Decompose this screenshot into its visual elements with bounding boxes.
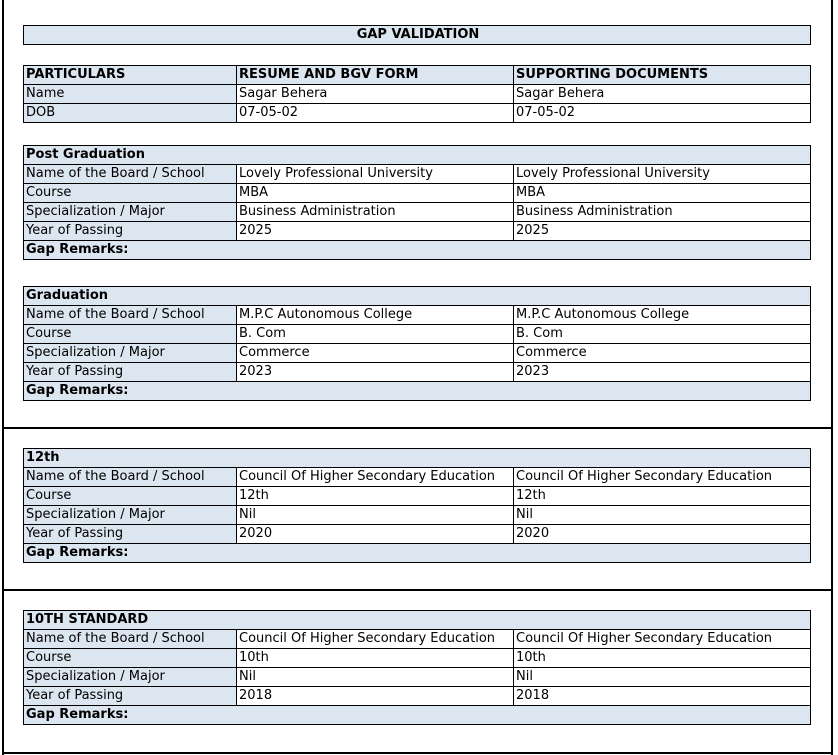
- section-table: [23, 448, 811, 563]
- section-table: [23, 286, 811, 401]
- docs-value: Council Of Higher Secondary Education: [514, 630, 811, 649]
- resume-value: MBA: [237, 184, 514, 203]
- table-row: [24, 222, 811, 241]
- gap-remarks-label: Gap Remarks:: [24, 382, 811, 401]
- docs-value: 12th: [514, 487, 811, 506]
- docs-value: Council Of Higher Secondary Education: [514, 468, 811, 487]
- section-heading-row: [24, 611, 811, 630]
- section-heading: 12th: [24, 449, 811, 468]
- docs-value: Nil: [514, 668, 811, 687]
- divider: [2, 589, 833, 591]
- resume-value: 2023: [237, 363, 514, 382]
- row-label: Year of Passing: [24, 222, 237, 241]
- table-row: [24, 525, 811, 544]
- gap-remarks-label: Gap Remarks:: [24, 706, 811, 725]
- docs-value: 10th: [514, 649, 811, 668]
- docs-value: 2025: [514, 222, 811, 241]
- section-heading: 10TH STANDARD: [24, 611, 811, 630]
- row-label: Name of the Board / School: [24, 306, 237, 325]
- resume-value: Business Administration: [237, 203, 514, 222]
- docs-value: Sagar Behera: [514, 85, 811, 104]
- gap-remarks-label: Gap Remarks:: [24, 544, 811, 563]
- row-label: Specialization / Major: [24, 506, 237, 525]
- table-row: [24, 506, 811, 525]
- docs-value: 2020: [514, 525, 811, 544]
- row-label: Course: [24, 649, 237, 668]
- section-heading-row: [24, 449, 811, 468]
- row-label: Year of Passing: [24, 363, 237, 382]
- table-row: [24, 184, 811, 203]
- header-docs: SUPPORTING DOCUMENTS: [514, 66, 811, 85]
- page-title: GAP VALIDATION: [24, 26, 811, 45]
- docs-value: 07-05-02: [514, 104, 811, 123]
- table-row: [24, 487, 811, 506]
- resume-value: Council Of Higher Secondary Education: [237, 630, 514, 649]
- resume-value: M.P.C Autonomous College: [237, 306, 514, 325]
- docs-value: M.P.C Autonomous College: [514, 306, 811, 325]
- table-row: [24, 104, 811, 123]
- row-label: Course: [24, 487, 237, 506]
- row-label: Specialization / Major: [24, 668, 237, 687]
- table-row: [24, 165, 811, 184]
- row-label: Year of Passing: [24, 687, 237, 706]
- gap-remarks-row: [24, 544, 811, 563]
- table-row: [24, 630, 811, 649]
- table-row: [24, 344, 811, 363]
- header-row: [24, 66, 811, 85]
- section-table: [23, 145, 811, 260]
- docs-value: B. Com: [514, 325, 811, 344]
- row-label: DOB: [24, 104, 237, 123]
- header-particulars: PARTICULARS: [24, 66, 237, 85]
- resume-value: Sagar Behera: [237, 85, 514, 104]
- resume-value: Nil: [237, 506, 514, 525]
- row-label: Year of Passing: [24, 525, 237, 544]
- gap-remarks-row: [24, 706, 811, 725]
- table-row: [24, 363, 811, 382]
- section-heading-row: [24, 287, 811, 306]
- docs-value: Commerce: [514, 344, 811, 363]
- row-label: Specialization / Major: [24, 344, 237, 363]
- header-resume: RESUME AND BGV FORM: [237, 66, 514, 85]
- divider: [2, 752, 833, 754]
- gap-remarks-row: [24, 382, 811, 401]
- docs-value: Business Administration: [514, 203, 811, 222]
- table-row: [24, 668, 811, 687]
- resume-value: Nil: [237, 668, 514, 687]
- table-row: [24, 649, 811, 668]
- table-row: [24, 468, 811, 487]
- resume-value: Council Of Higher Secondary Education: [237, 468, 514, 487]
- table-row: [24, 306, 811, 325]
- section-heading-row: [24, 146, 811, 165]
- row-label: Specialization / Major: [24, 203, 237, 222]
- personal-table: [23, 65, 811, 123]
- resume-value: 07-05-02: [237, 104, 514, 123]
- table-row: [24, 687, 811, 706]
- docs-value: MBA: [514, 184, 811, 203]
- row-label: Course: [24, 184, 237, 203]
- title-table: [23, 25, 811, 45]
- table-row: [24, 325, 811, 344]
- resume-value: 12th: [237, 487, 514, 506]
- gap-remarks-row: [24, 241, 811, 260]
- row-label: Course: [24, 325, 237, 344]
- section-heading: Post Graduation: [24, 146, 811, 165]
- docs-value: 2018: [514, 687, 811, 706]
- divider: [2, 427, 833, 429]
- gap-remarks-label: Gap Remarks:: [24, 241, 811, 260]
- row-label: Name of the Board / School: [24, 165, 237, 184]
- docs-value: 2023: [514, 363, 811, 382]
- resume-value: 2018: [237, 687, 514, 706]
- resume-value: 2025: [237, 222, 514, 241]
- table-row: [24, 203, 811, 222]
- table-row: [24, 85, 811, 104]
- docs-value: Nil: [514, 506, 811, 525]
- section-heading: Graduation: [24, 287, 811, 306]
- docs-value: Lovely Professional University: [514, 165, 811, 184]
- row-label: Name of the Board / School: [24, 630, 237, 649]
- resume-value: Commerce: [237, 344, 514, 363]
- resume-value: Lovely Professional University: [237, 165, 514, 184]
- resume-value: 10th: [237, 649, 514, 668]
- section-table: [23, 610, 811, 725]
- row-label: Name of the Board / School: [24, 468, 237, 487]
- row-label: Name: [24, 85, 237, 104]
- resume-value: B. Com: [237, 325, 514, 344]
- resume-value: 2020: [237, 525, 514, 544]
